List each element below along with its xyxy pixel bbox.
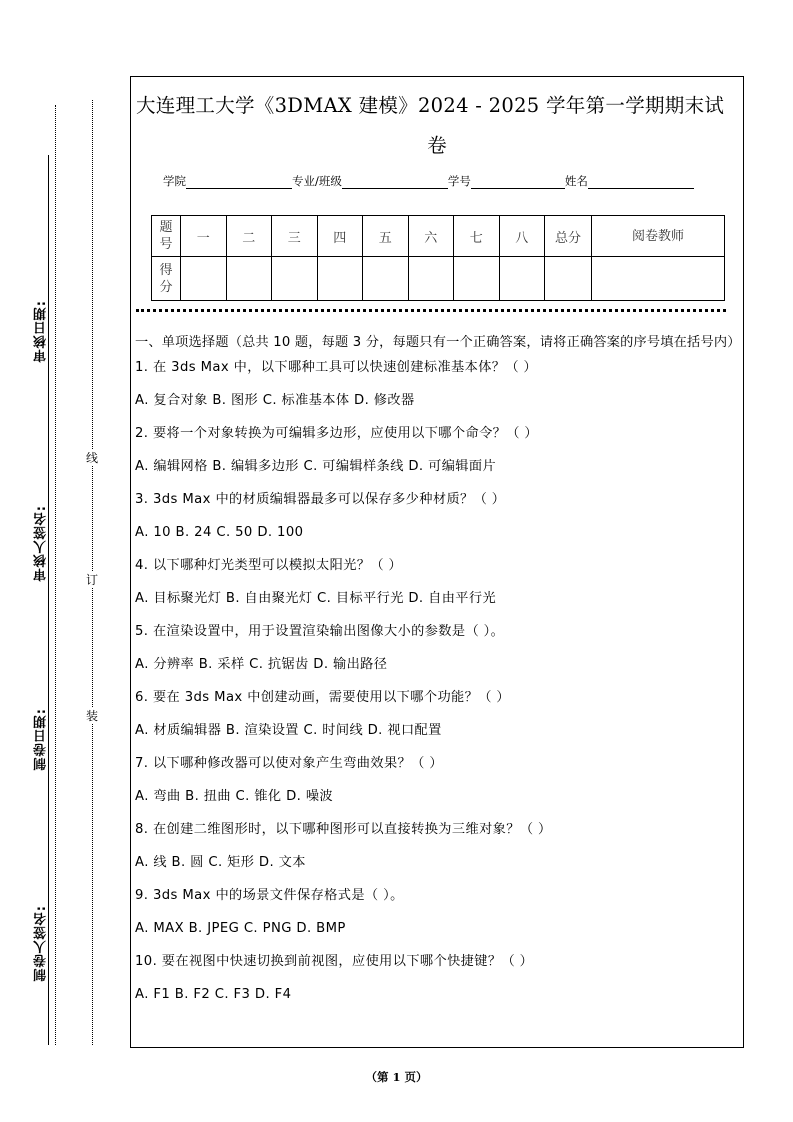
question-options: A. 线 B. 圆 C. 矩形 D. 文本 [135, 855, 306, 870]
paper-maker-signature-label: 制卷人签名: [34, 905, 49, 982]
exam-title: 大连理工大学《3DMAX 建模》2024 - 2025 学年第一学期期末试 [136, 94, 725, 117]
question-text: 9. 3ds Max 中的场景文件保存格式是（ ）。 [135, 888, 404, 903]
binding-line-solid-outer [55, 105, 56, 1045]
question-text: 5. 在渲染设置中，用于设置渲染输出图像大小的参数是（ ）。 [135, 624, 505, 639]
col-header: 一 [181, 216, 227, 257]
question-number-header: 题号 [152, 216, 181, 257]
score-cell[interactable] [226, 257, 272, 301]
binding-char-install: 装 [86, 709, 99, 723]
questions-section [135, 332, 740, 1018]
score-cell[interactable] [181, 257, 227, 301]
exam-title-continued: 卷 [427, 134, 447, 157]
binding-char-order: 订 [86, 573, 99, 587]
student-info-row [163, 173, 694, 189]
score-cell[interactable] [408, 257, 454, 301]
major-class-field[interactable] [342, 174, 448, 189]
col-header: 四 [317, 216, 363, 257]
name-field[interactable] [588, 174, 694, 189]
score-cell[interactable] [363, 257, 409, 301]
name-label: 姓名 [564, 174, 588, 188]
question-text: 6. 要在 3ds Max 中创建动画，需要使用以下哪个功能？（ ） [135, 690, 510, 705]
col-header: 八 [499, 216, 545, 257]
question-options: A. 目标聚光灯 B. 自由聚光灯 C. 目标平行光 D. 自由平行光 [135, 591, 497, 606]
question-options: A. 分辨率 B. 采样 C. 抗锯齿 D. 输出路径 [135, 657, 388, 672]
col-header: 七 [454, 216, 500, 257]
total-header: 总分 [545, 216, 592, 257]
college-label: 学院 [163, 174, 186, 188]
score-row-header: 得分 [152, 257, 181, 301]
col-header: 二 [226, 216, 272, 257]
question-options: A. 10 B. 24 C. 50 D. 100 [135, 525, 304, 540]
question-text: 2. 要将一个对象转换为可编辑多边形，应使用以下哪个命令？（ ） [135, 426, 539, 441]
review-date-label: 审核日期: [34, 300, 49, 363]
college-field[interactable] [186, 174, 292, 189]
student-id-field[interactable] [471, 174, 565, 189]
reviewer-signature-label: 审核人签名: [34, 505, 49, 582]
score-cell[interactable] [317, 257, 363, 301]
question-options: A. MAX B. JPEG C. PNG D. BMP [135, 921, 346, 936]
question-text: 3. 3ds Max 中的材质编辑器最多可以保存多少种材质？（ ） [135, 492, 506, 507]
col-header: 六 [408, 216, 454, 257]
score-cell[interactable] [499, 257, 545, 301]
question-options: A. 弯曲 B. 扭曲 C. 锥化 D. 噪波 [135, 789, 334, 804]
question-text: 8. 在创建二维图形时，以下哪种图形可以直接转换为三维对象？（ ） [135, 822, 552, 837]
col-header: 三 [272, 216, 318, 257]
question-text: 4. 以下哪种灯光类型可以模拟太阳光？（ ） [135, 558, 403, 573]
major-class-label: 专业/班级 [292, 174, 342, 188]
question-list [135, 358, 740, 1018]
reviewer-cell[interactable] [592, 257, 725, 301]
col-header: 五 [363, 216, 409, 257]
question-text: 7. 以下哪种修改器可以使对象产生弯曲效果？（ ） [135, 756, 443, 771]
student-id-label: 学号 [447, 174, 471, 188]
score-cell[interactable] [454, 257, 500, 301]
question-text: 10. 要在视图中快速切换到前视图，应使用以下哪个快捷键？（ ） [135, 954, 534, 969]
score-table [151, 215, 725, 301]
dotted-separator [136, 309, 726, 312]
question-text: 1. 在 3ds Max 中，以下哪种工具可以快速创建标准基本体？（ ） [135, 360, 538, 375]
question-options: A. 材质编辑器 B. 渲染设置 C. 时间线 D. 视口配置 [135, 723, 442, 738]
question-options: A. 编辑网格 B. 编辑多边形 C. 可编辑样条线 D. 可编辑面片 [135, 459, 497, 474]
total-score-cell[interactable] [545, 257, 592, 301]
question-options: A. F1 B. F2 C. F3 D. F4 [135, 987, 292, 1002]
section-title: 一、单项选择题（总共 10 题，每题 3 分，每题只有一个正确答案，请将正确答案的序号填在括号内） [135, 335, 741, 350]
paper-date-label: 制卷日期: [34, 708, 49, 771]
page-number: （第 1 页） [365, 1070, 428, 1084]
reviewer-header: 阅卷教师 [592, 216, 725, 257]
score-cell[interactable] [272, 257, 318, 301]
binding-char-line: 线 [86, 451, 99, 465]
question-options: A. 复合对象 B. 图形 C. 标准基本体 D. 修改器 [135, 393, 415, 408]
